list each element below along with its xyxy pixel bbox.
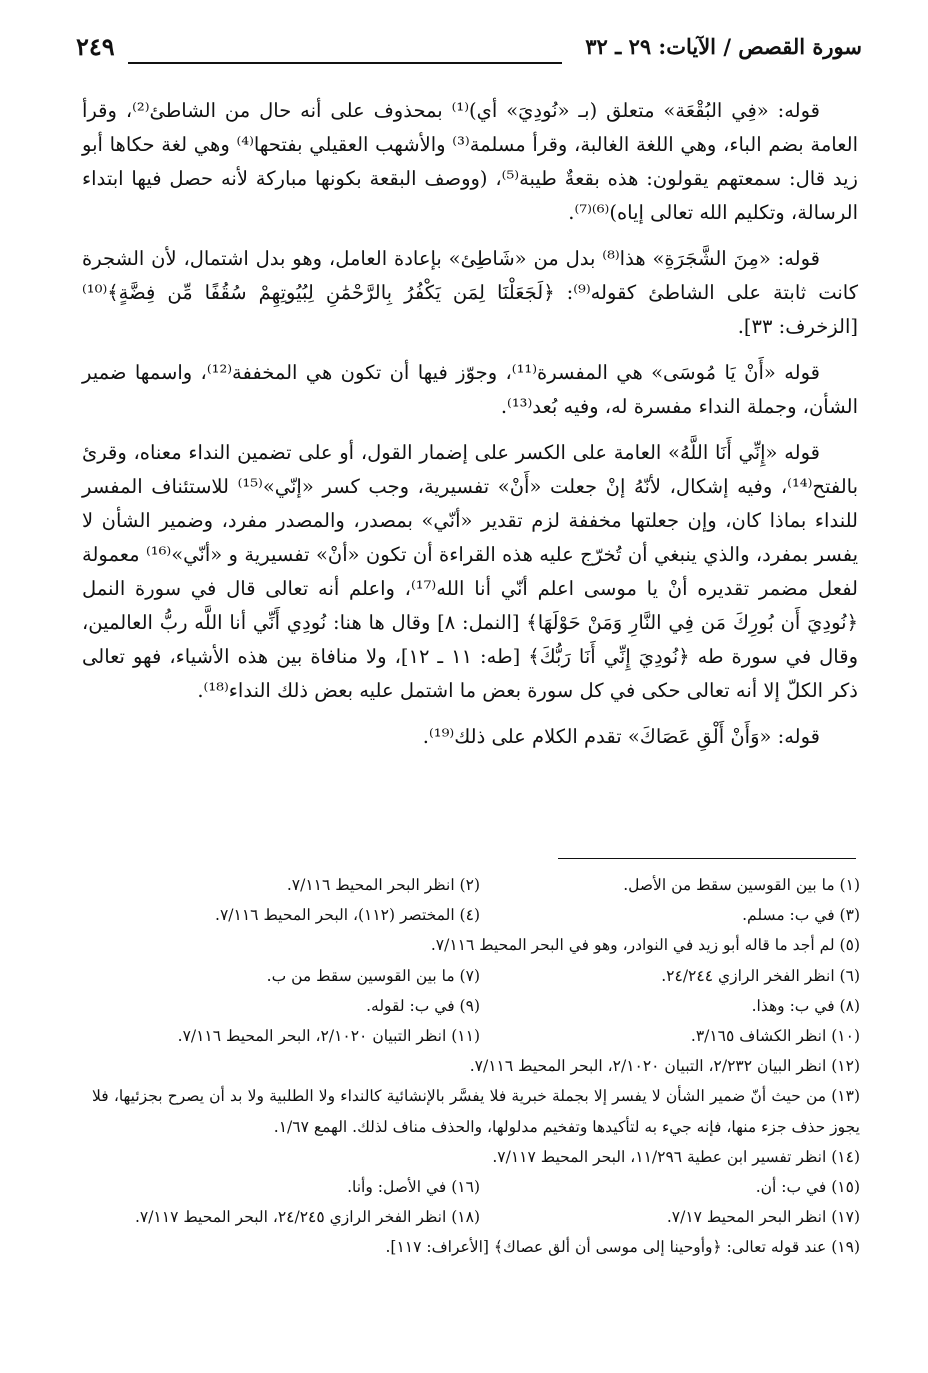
footnote: (١) ما بين القوسين سقط من الأصل. — [623, 876, 860, 894]
footnote: (١٦) في الأصل: وأنا. — [347, 1178, 480, 1197]
paragraph: قوله: «وَأَنْ أَلْقِ عَصَاكَ» تقدم الكلام على ذلك⁽¹⁹⁾. — [422, 725, 820, 748]
footnote: (١٢) انظر البيان ٢/٢٣٢، التبيان ٢/١٠٢٠، البحر المحيط ٧/١١٦. — [469, 1057, 860, 1076]
footnote: (١١) انظر التبيان ٢/١٠٢٠، البحر المحيط ٧/١١٦. — [177, 1027, 480, 1046]
footnote-row — [92, 900, 860, 930]
footnotes — [92, 870, 860, 1263]
footnote: (١٩) عند قوله تعالى: ﴿وأوحينا إلى موسى أن ألق عصاك﴾ [الأعراف: ١١٧]. — [385, 1238, 860, 1257]
footnote-row — [92, 1142, 860, 1172]
footnote-row — [92, 1051, 860, 1081]
paragraph: قوله: «مِنَ الشَّجَرَةِ» هذا⁽⁸⁾ بدل من «شَاطِئ» بإعادة العامل، وهو بدل اشتمال، لأن الشجرة كانت ثابتة على الشاطئ كقوله⁽⁹⁾: ﴿لَجَعَلْنَا لِمَن يَكْفُرُ بِالرَّحْمَٰنِ لِبُيُوتِهِمْ سُقُفًا مِّن فِضَّةٍ﴾⁽¹⁰⁾ [الزخرف: ٣٣]. — [82, 247, 858, 338]
footnote: (٥) لم أجد ما قاله أبو زيد في النوادر، وهو في البحر المحيط ٧/١١٦. — [430, 936, 860, 955]
main-text — [82, 94, 858, 766]
paragraph: قوله «إِنِّي أَنَا اللَّهُ» العامة على الكسر على إضمار القول، أو على تضمين النداء معناه، وقرئ بالفتح⁽¹⁴⁾، وفيه إشكال، لأنّهُ إنْ جعلت «أَنْ» تفسيرية، وجب كسر «إنّي»⁽¹⁵⁾ للاستئناف المفسر للنداء بماذا كان، وإن جعلتها مخففة لزم تقدير «أنّي» بمصدر، والمصدر مفرد، وضمير الشأن لا يفسر بمفرد، والذي ينبغي أن تُخرّج عليه هذه القراءة أن تكون «أنْ» تفسيرية و «أنّي»⁽¹⁶⁾ معمولة لفعل مضمر تقديره أنْ يا موسى اعلم أنّي أنا الله⁽¹⁷⁾، واعلم أنه تعالى قال في سورة النمل ﴿نُودِيَ أَن بُورِكَ مَن فِي النَّارِ وَمَنْ حَوْلَهَا﴾ [النمل: ٨] وقال ها هنا: نُودِي أَنِّي أنا اللَّه ربُّ العالمين، وقال في سورة طه ﴿نُودِيَ إِنِّي أَنَا رَبُّكَ﴾ [طه: ١١ ـ ١٢]، ولا منافاة بين هذه الأشياء، فهو تعالى ذكر الكلّ إلا أنه تعالى حكى في كل سورة بعض ما اشتمل عليه بعض ذلك النداء⁽¹⁸⁾. — [82, 441, 859, 702]
footnote-row — [92, 991, 860, 1021]
footnote: (١٣) من حيث أنّ ضمير الشأن لا يفسر إلا بجملة خبرية فلا يفسَّر بالإنشائية كالنداء ولا الطلبية ولا بد أن يصرح بجزئيها، فلا يجوز حذف جزء منها، فإنه جيء به لتأكيدها وتفخيم مدلولها، والحذف مناف لذلك. الهمع ١/٦٧. — [92, 1087, 860, 1136]
footnote: (١٨) انظر الفخر الرازي ٢٤/٢٤٥، البحر المحيط ٧/١١٧. — [134, 1208, 480, 1227]
footnote: (٤) المختصر (١١٢)، البحر المحيط ٧/١١٦. — [215, 906, 480, 925]
footnote: (٧) ما بين القوسين سقط من ب. — [266, 966, 480, 985]
footnote: (٣) في ب: مسلم. — [742, 906, 860, 925]
footnote-row — [92, 1232, 860, 1262]
footnote-row — [92, 1202, 860, 1232]
footnote: (٨) في ب: وهذا. — [751, 996, 860, 1015]
footnote-row — [92, 1021, 860, 1051]
footnote: (١٠) انظر الكشاف ٣/١٦٥. — [690, 1027, 860, 1046]
paragraph: قوله «أَنْ يَا مُوسَى» هي المفسرة⁽¹¹⁾، وجوّز فيها أن تكون هي المخففة⁽¹²⁾، واسمها ضمير الشأن، وجملة النداء مفسرة له، وفيه بُعد⁽¹³⁾. — [82, 361, 858, 418]
footnote-row — [92, 961, 860, 991]
page-number: ٢٤٩ — [76, 32, 115, 61]
running-header — [76, 30, 862, 70]
header-title: سورة القصص / الآيات: ٢٩ ـ ٣٢ — [585, 34, 862, 59]
footnote-separator — [558, 858, 856, 859]
footnote: (٢) انظر البحر المحيط ٧/١١٦. — [286, 876, 480, 894]
footnote: (١٤) انظر تفسير ابن عطية ١١/٢٩٦، البحر المحيط ٧/١١٧. — [492, 1147, 860, 1166]
footnote: (١٥) في ب: أن. — [755, 1178, 860, 1197]
footnote-row — [92, 870, 860, 900]
footnote: (٩) في ب: لقوله. — [366, 996, 480, 1015]
footnote-row — [92, 930, 860, 960]
footnote: (١٧) انظر البحر المحيط ٧/١٧. — [666, 1208, 860, 1227]
header-rule — [128, 62, 562, 64]
footnote-row — [92, 1172, 860, 1202]
footnote: (٦) انظر الفخر الرازي ٢٤/٢٤٤. — [661, 966, 860, 985]
paragraph: قوله: «فِي البُقْعَة» متعلق (بـ «نُودِيَ» أي)⁽¹⁾ بمحذوف على أنه حال من الشاطئ⁽²⁾، وقرأ العامة بضم الباء، وهي اللغة الغالبة، وقرأ مسلمة⁽³⁾ والأشهب العقيلي بفتحها⁽⁴⁾ وهي لغة حكاها أبو زيد قال: سمعتهم يقولون: هذه بقعةٌ طيبة⁽⁵⁾، (ووصف البقعة بكونها مباركة لأنه حصل فيها ابتداء الرسالة، وتكليم الله تعالى إياه)⁽⁶⁾⁽⁷⁾. — [82, 99, 858, 224]
